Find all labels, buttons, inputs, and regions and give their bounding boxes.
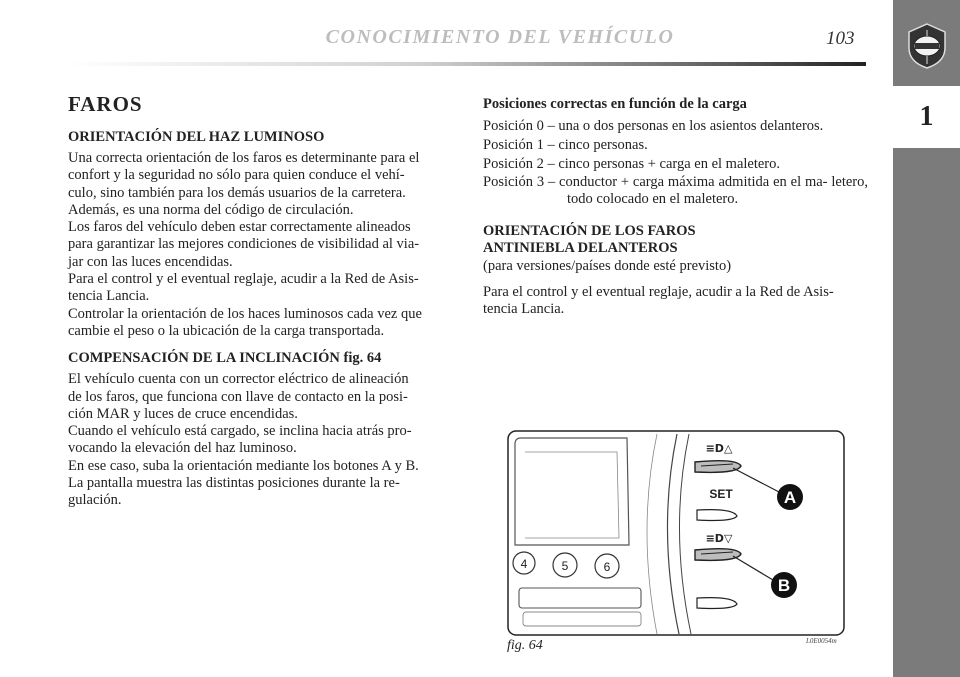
fog-lights-heading [483,223,868,257]
set-label: SET [709,487,733,501]
heading-line: ORIENTACIÓN DE LOS FAROS [483,223,696,239]
text-line: vocando la elevación del haz luminoso. [68,440,297,457]
figure-caption: fig. 64 [507,638,543,653]
svg-text:≡D△: ≡D△ [705,442,733,455]
section-title: FAROS [68,92,143,116]
fog-lights-subheading: (para versiones/países donde esté previsto) [483,258,732,274]
lancia-logo-icon [905,22,949,70]
page-number: 103 [826,28,855,49]
key-5-label: 5 [561,559,569,573]
text-line: El vehículo cuenta con un corrector eléctrico de alineación [68,371,409,388]
heading-line: ANTINIEBLA DELANTEROS [483,240,678,256]
position-item: Posición 0 – una o dos personas en los asientos delanteros. [483,118,824,134]
tilt-compensation-heading: COMPENSACIÓN DE LA INCLINACIÓN fig. 64 [68,350,382,367]
text-line: Una correcta orientación de los faros es determinante para el [68,150,420,166]
text-line: jar con las luces encendidas. [68,253,233,270]
text-line: Controlar la orientación de los haces luminosos cada vez que [68,305,422,322]
chapter-number: 1 [893,86,960,148]
position-item: Posición 2 – cinco personas + carga en el maletero. [483,156,781,172]
text-line: ción MAR y luces de cruce encendidas. [68,405,298,422]
headlight-adjust-figure [507,430,845,636]
callout-b-label: B [777,576,791,595]
chapter-header-title: CONOCIMIENTO DEL VEHÍCULO [325,26,675,48]
left-column [68,92,454,510]
text-line: de los faros, que funciona con llave de contacto en la posi- [68,388,408,405]
text-line: gulación. [68,492,122,509]
text-line: Los faros del vehículo deben estar correctamente alineados [68,219,411,236]
text-line: confort y la seguridad no sólo para quien conduce el vehí- [68,167,405,184]
text-line: Para el control y el eventual reglaje, acudir a la Red de Asis- [68,271,419,288]
text-line: Para el control y el eventual reglaje, acudir a la Red de Asis- [483,284,834,300]
right-column [483,96,868,319]
text-line: La pantalla muestra las distintas posiciones durante la re- [68,475,400,492]
tilt-compensation-text [68,371,454,509]
load-positions-heading: Posiciones correctas en función de la carga [483,96,747,112]
key-4-label: 4 [520,557,528,571]
text-line: tencia Lancia. [68,288,150,305]
text-line: Además, es una norma del código de circulación. [68,201,354,218]
text-line: para garantizar las mejores condiciones de visibilidad al via- [68,236,420,253]
fog-lights-text [483,284,868,319]
svg-text:≡D▽: ≡D▽ [705,532,733,545]
header-rule [66,62,866,66]
beam-orientation-heading: ORIENTACIÓN DEL HAZ LUMINOSO [68,129,325,145]
callout-a-label: A [783,488,797,507]
position-item: Posición 1 – cinco personas. [483,137,648,153]
text-line: Cuando el vehículo está cargado, se inclina hacia atrás pro- [68,423,412,440]
beam-orientation-text [68,150,454,340]
text-line: culo, sino también para los demás usuarios de la carretera. [68,184,406,201]
key-6-label: 6 [603,560,611,574]
position-item: Posición 3 – conductor + carga máxima admitida en el ma- letero, todo colocado en el maletero. [483,174,868,207]
text-line: En ese caso, suba la orientación mediante los botones A y B. [68,457,419,474]
figure-code: L0E0054m [806,637,837,645]
text-line: tencia Lancia. [483,301,565,318]
text-line: cambie el peso o la ubicación de la carga transportada. [68,322,385,339]
